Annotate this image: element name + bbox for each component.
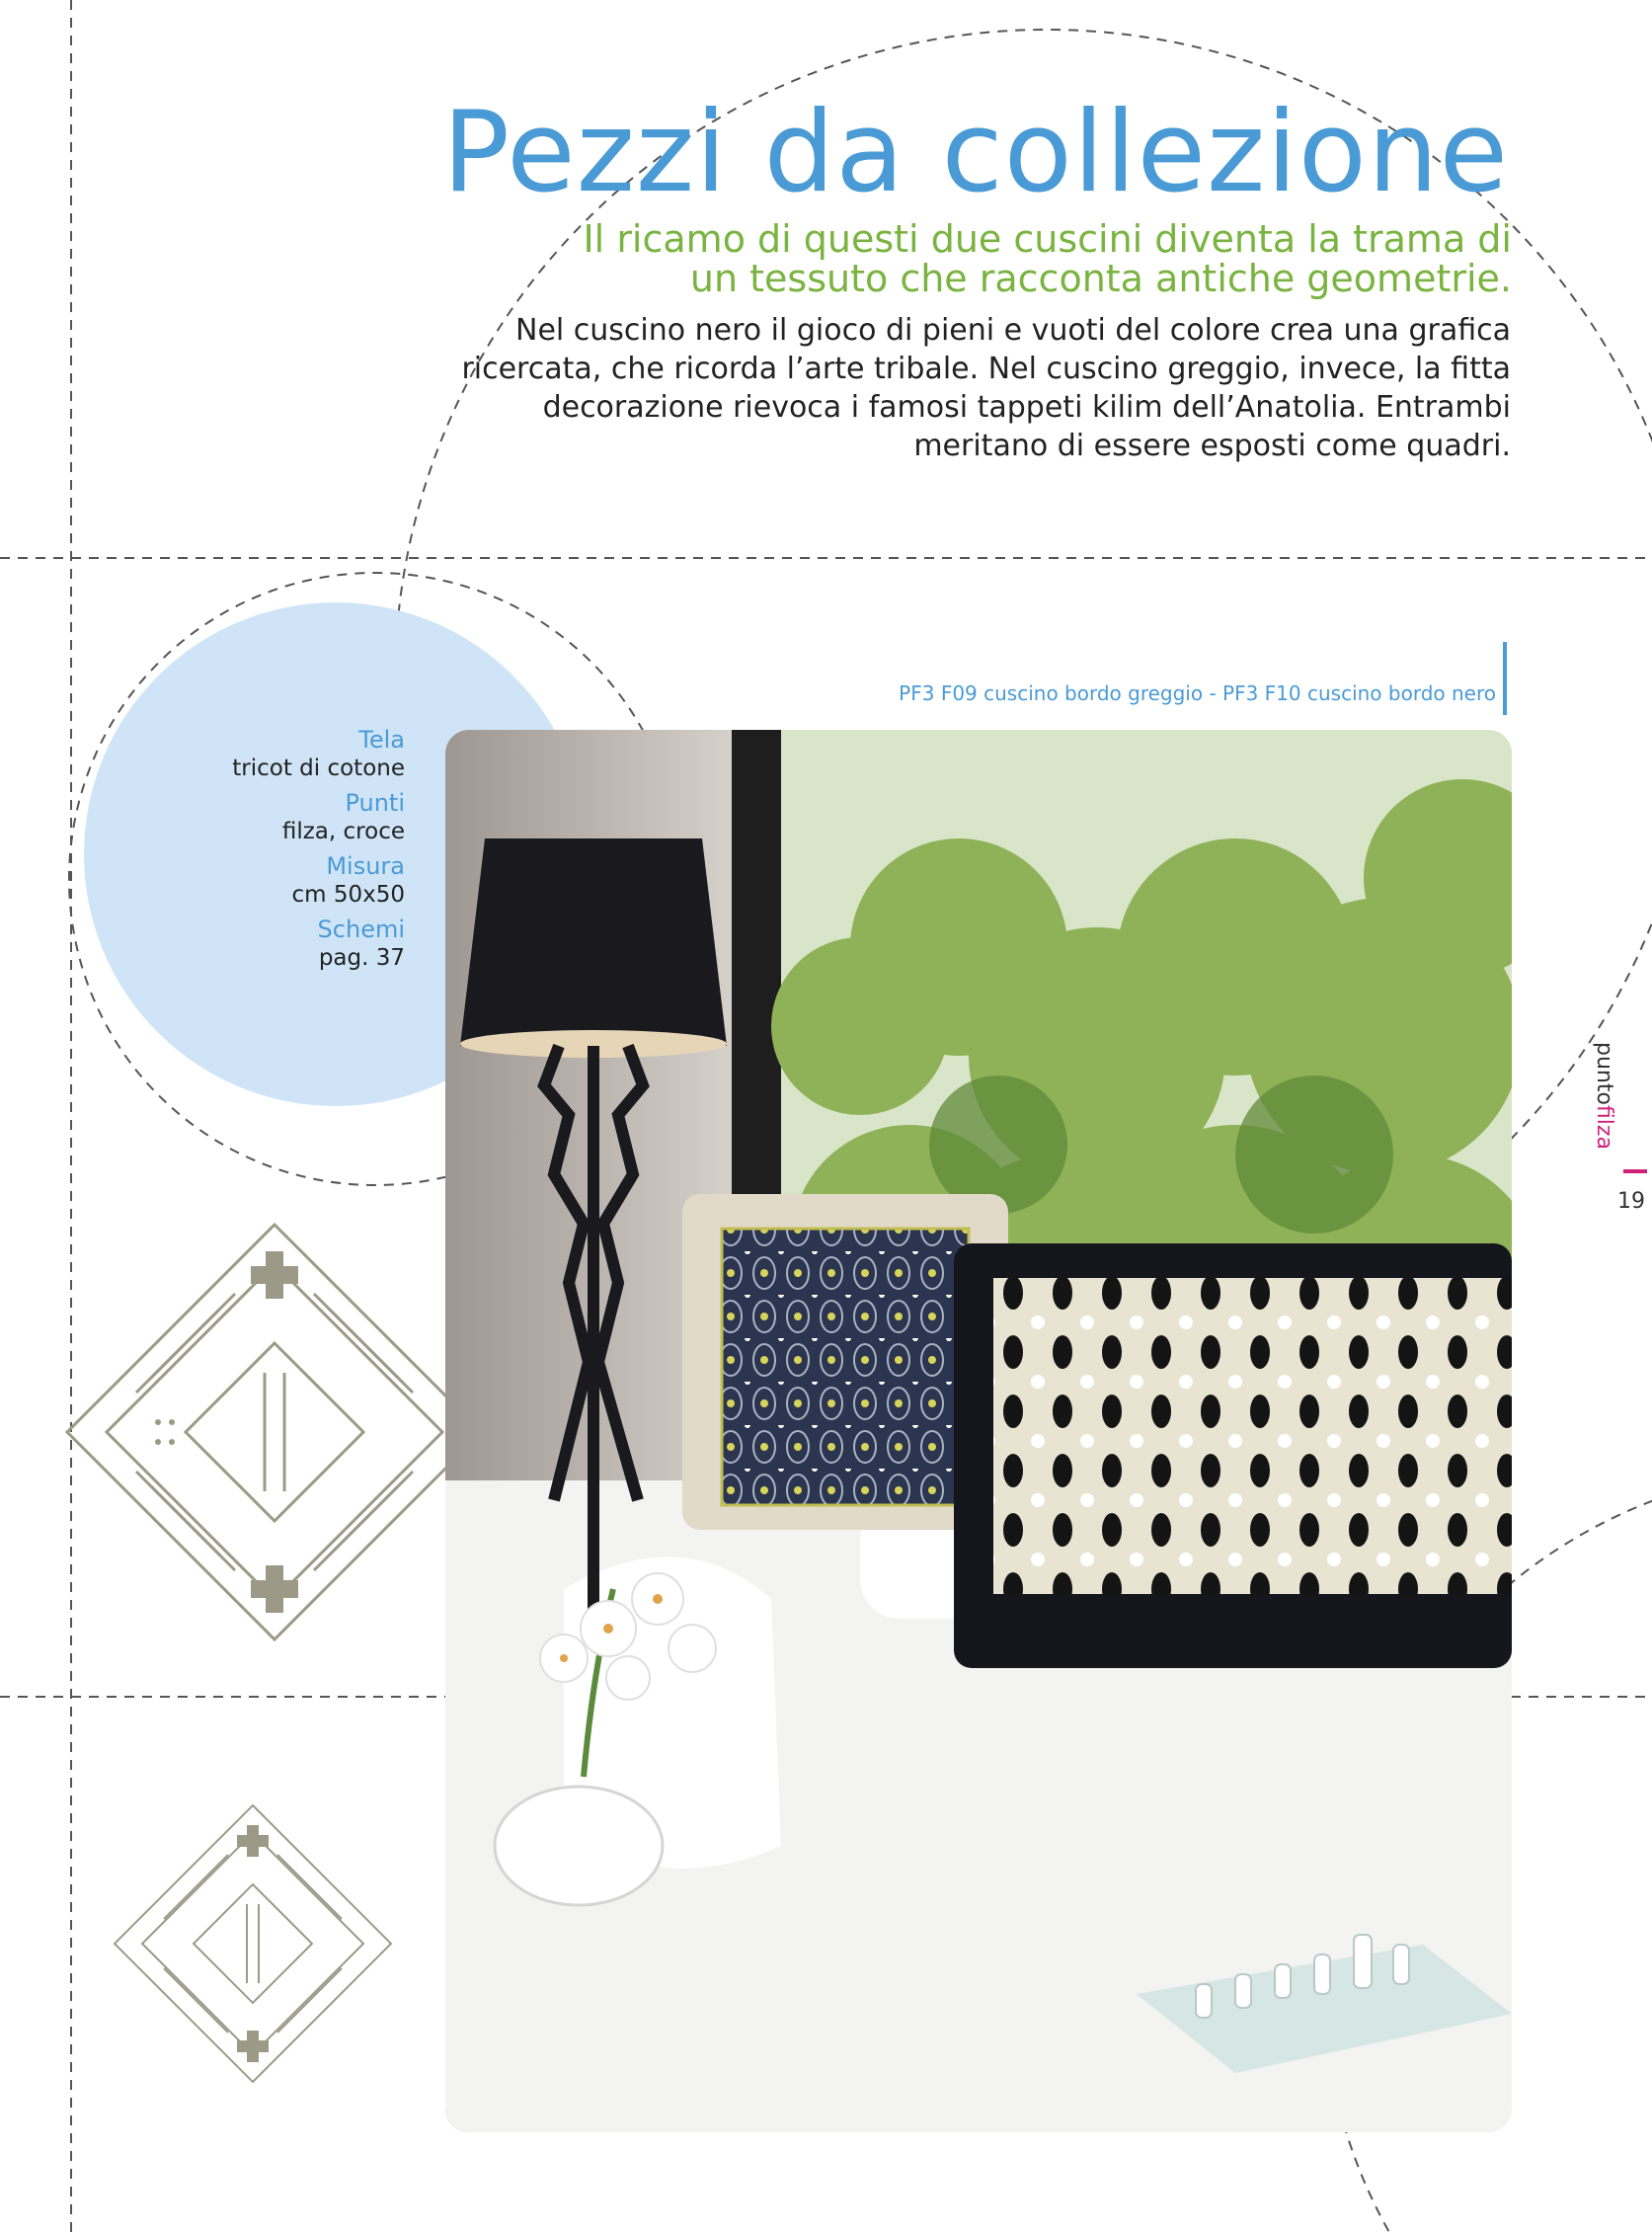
spec-value-charts: pag. 37 [318, 945, 405, 971]
brand-prefix: punto [1592, 1042, 1616, 1105]
caption-marker [1503, 642, 1507, 715]
spec-value-fabric: tricot di cotone [232, 756, 405, 781]
brand-accent: filza [1592, 1104, 1616, 1150]
product-caption: PF3 F09 cuscino bordo greggio - PF3 F10 cuscino bordo nero [899, 681, 1496, 705]
page-title: Pezzi da collezione [441, 87, 1509, 217]
spec-value-stitches: filza, croce [281, 819, 405, 844]
spec-label-stitches: Punti [345, 789, 405, 817]
intro-paragraph: Nel cuscino nero il gioco di pieni e vuoti del colore crea una grafica ricercata, che ricorda l’arte tribale. Nel cuscino greggio, invece, la fitta decorazione rievoca i famosi tappeti kilim dell’Anatolia. Entrambi meritano di essere esposti come quadri. [461, 313, 1511, 463]
spec-value-size: cm 50x50 [291, 882, 405, 908]
page-number: 19 [1617, 1189, 1645, 1214]
spec-label-fabric: Tela [358, 726, 405, 754]
page-subtitle: Il ricamo di questi due cuscini diventa la trama di un tessuto che racconta antiche geometrie. [583, 217, 1512, 300]
spec-list [148, 725, 405, 978]
spec-label-charts: Schemi [317, 916, 405, 943]
embroidery-motif-small [115, 1805, 391, 2082]
product-photo [445, 730, 1512, 2132]
spec-label-size: Misura [326, 852, 405, 880]
embroidery-motif-large [67, 1225, 482, 1639]
magazine-brand [1592, 1042, 1616, 1150]
page-number-marker [1623, 1169, 1647, 1173]
